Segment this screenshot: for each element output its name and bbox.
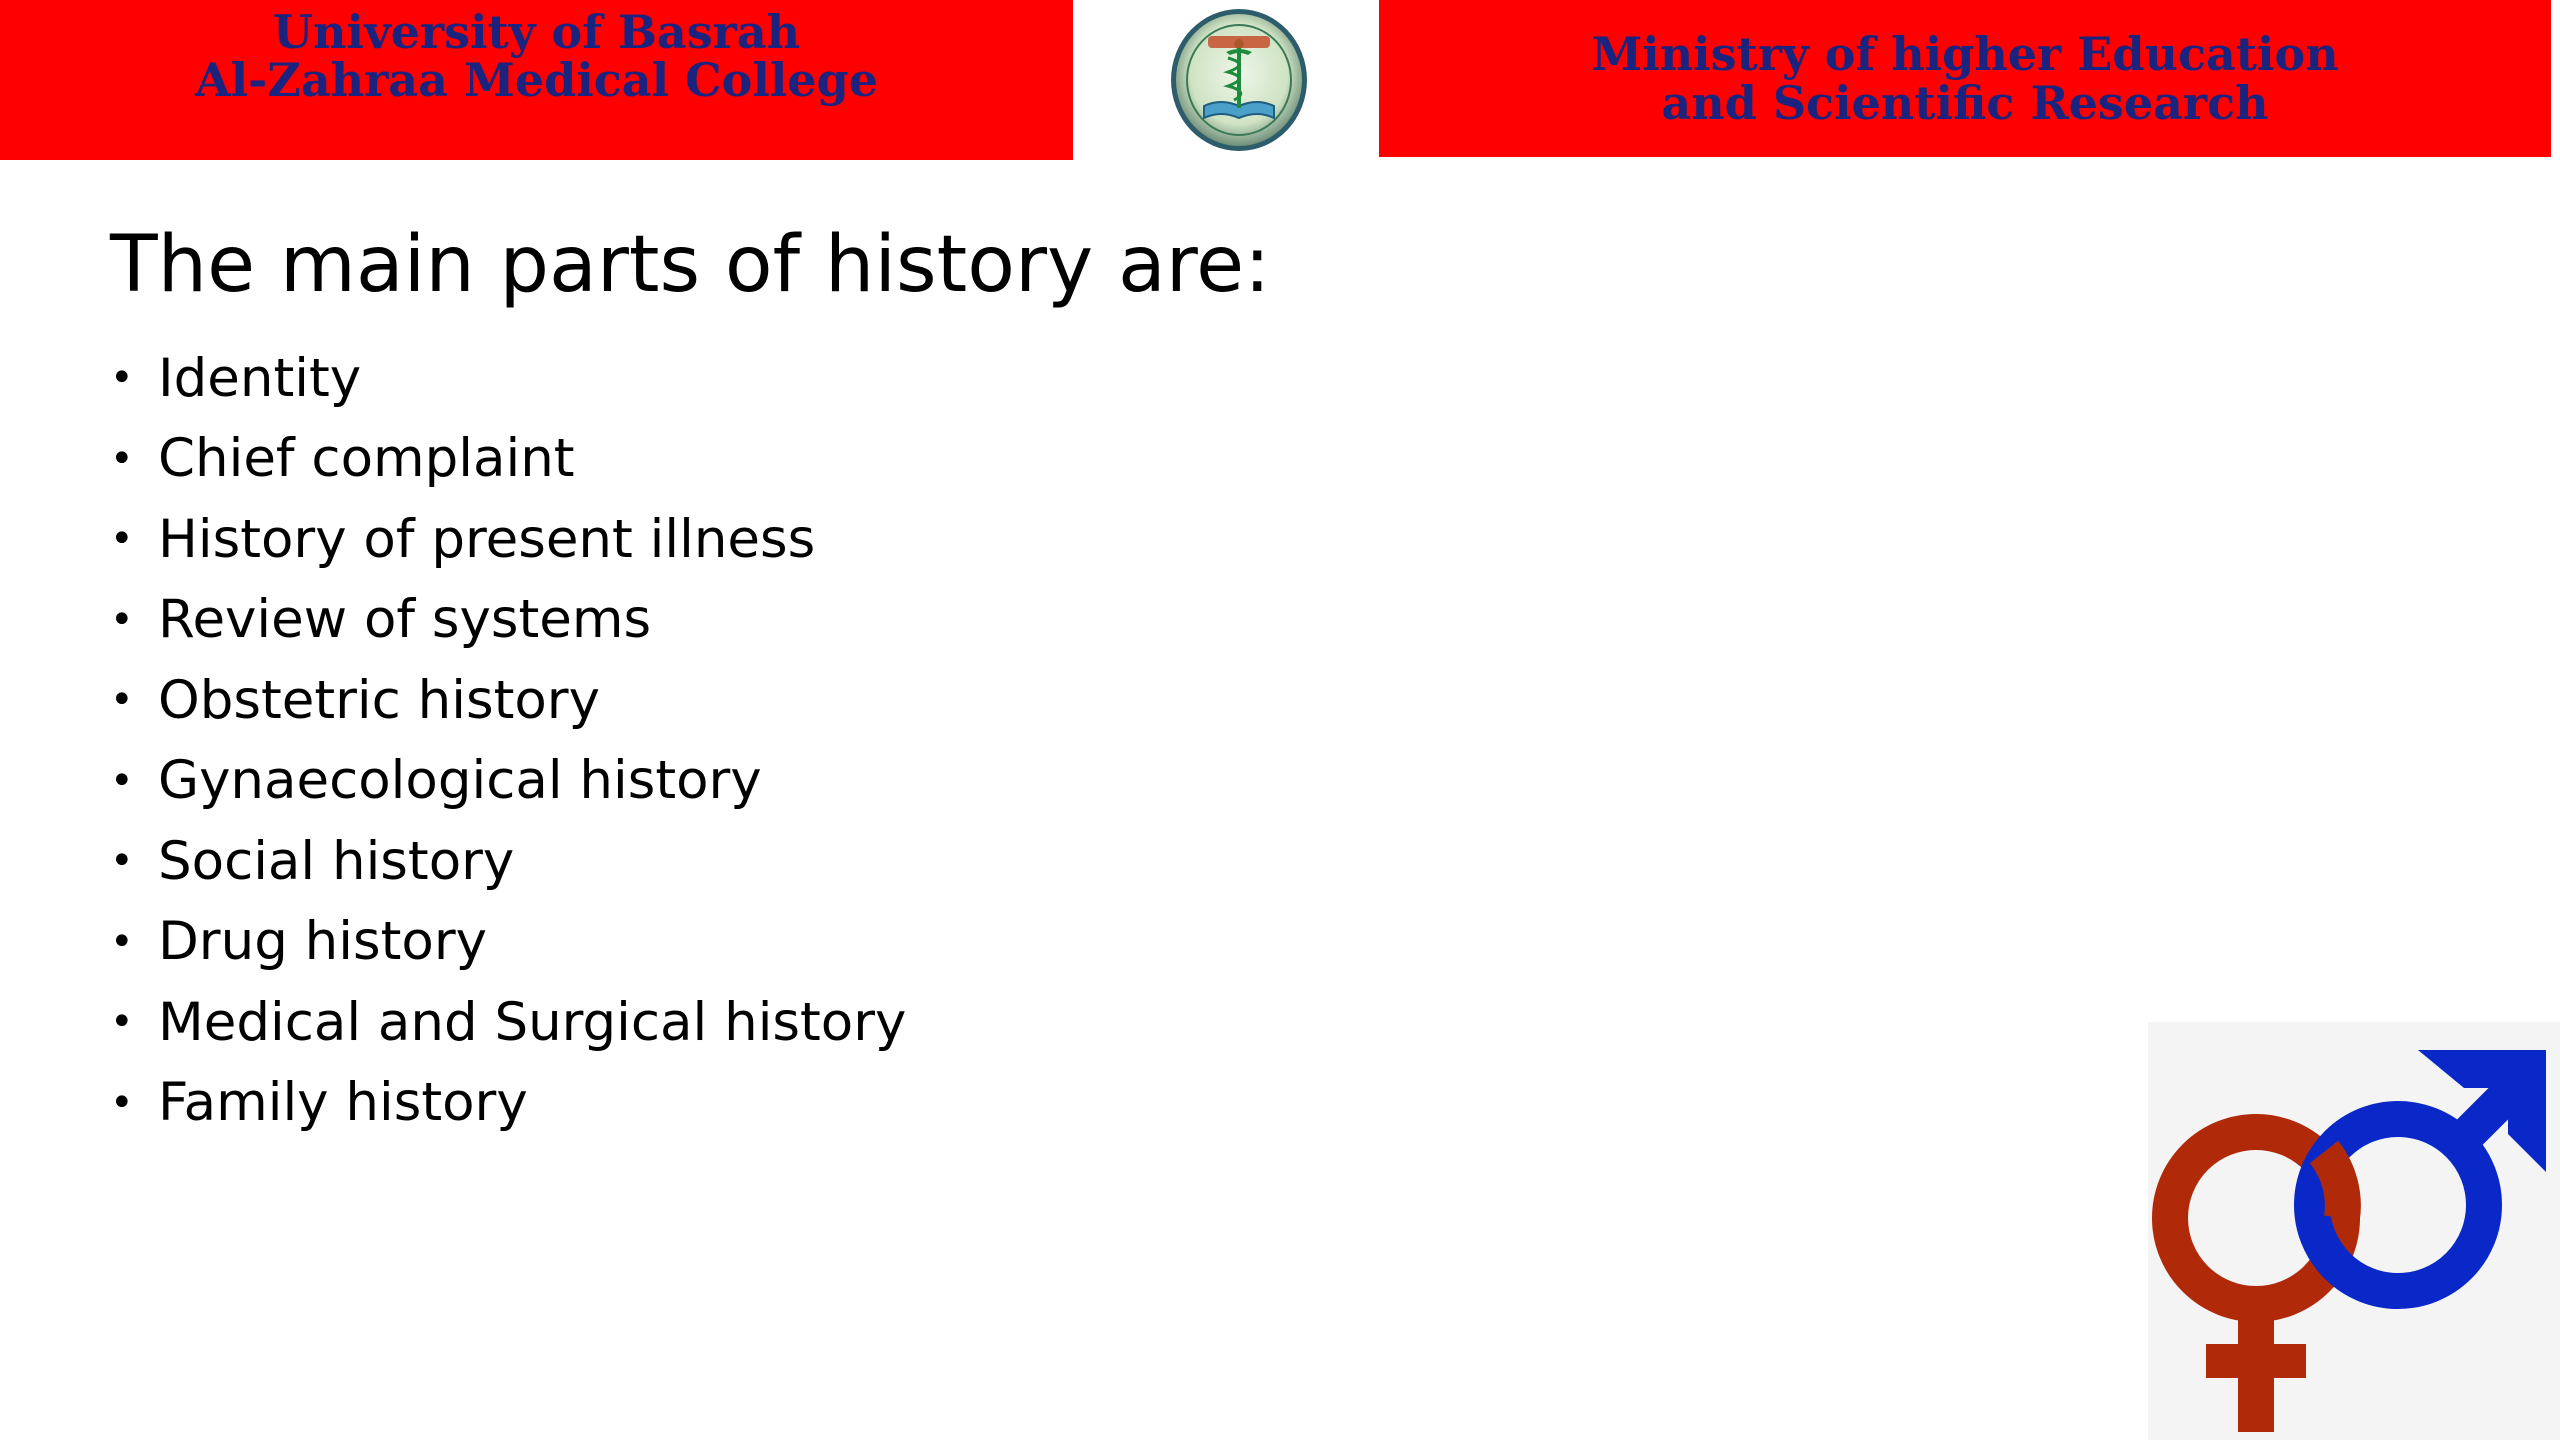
list-item-label: Chief complaint [158,428,575,490]
college-seal-icon [1168,6,1310,154]
header-right-banner [1379,0,2551,157]
bullet-icon: • [110,1079,134,1126]
bullet-icon: • [110,918,134,965]
ministry-name-line-1: Ministry of higher Education [1591,27,2339,82]
bullet-icon: • [110,516,134,563]
college-name: Al-Zahraa Medical College [194,53,878,108]
university-name: University of Basrah [272,5,801,59]
list-item-label: Medical and Surgical history [158,991,907,1053]
list-item-label: Review of systems [158,589,652,651]
bullet-icon: • [110,757,134,804]
list-item [110,1063,906,1144]
ministry-name-line-2: and Scientific Research [1661,75,2269,130]
list-item-label: History of present illness [158,508,816,570]
list-item [110,821,906,902]
list-item-label: Obstetric history [158,669,600,731]
bullet-icon: • [110,435,134,482]
list-item-label: Family history [158,1072,528,1134]
male-female-symbols-icon [2148,1022,2560,1440]
bullet-icon: • [110,999,134,1046]
list-item-label: Social history [158,830,515,892]
list-item-label: Identity [158,347,362,409]
bullet-icon: • [110,677,134,724]
header-left-banner [0,0,1073,160]
bullet-icon: • [110,838,134,885]
list-item [110,660,906,741]
list-item [110,499,906,580]
bullet-icon: • [110,355,134,402]
list-item [110,982,906,1063]
list-item-label: Drug history [158,911,487,973]
list-item [110,741,906,822]
bullet-icon: • [110,596,134,643]
list-item [110,580,906,661]
slide-title: The main parts of history are: [110,220,1271,310]
list-item-label: Gynaecological history [158,750,762,812]
history-parts-list [110,338,906,1143]
list-item [110,338,906,419]
list-item [110,419,906,500]
list-item [110,902,906,983]
